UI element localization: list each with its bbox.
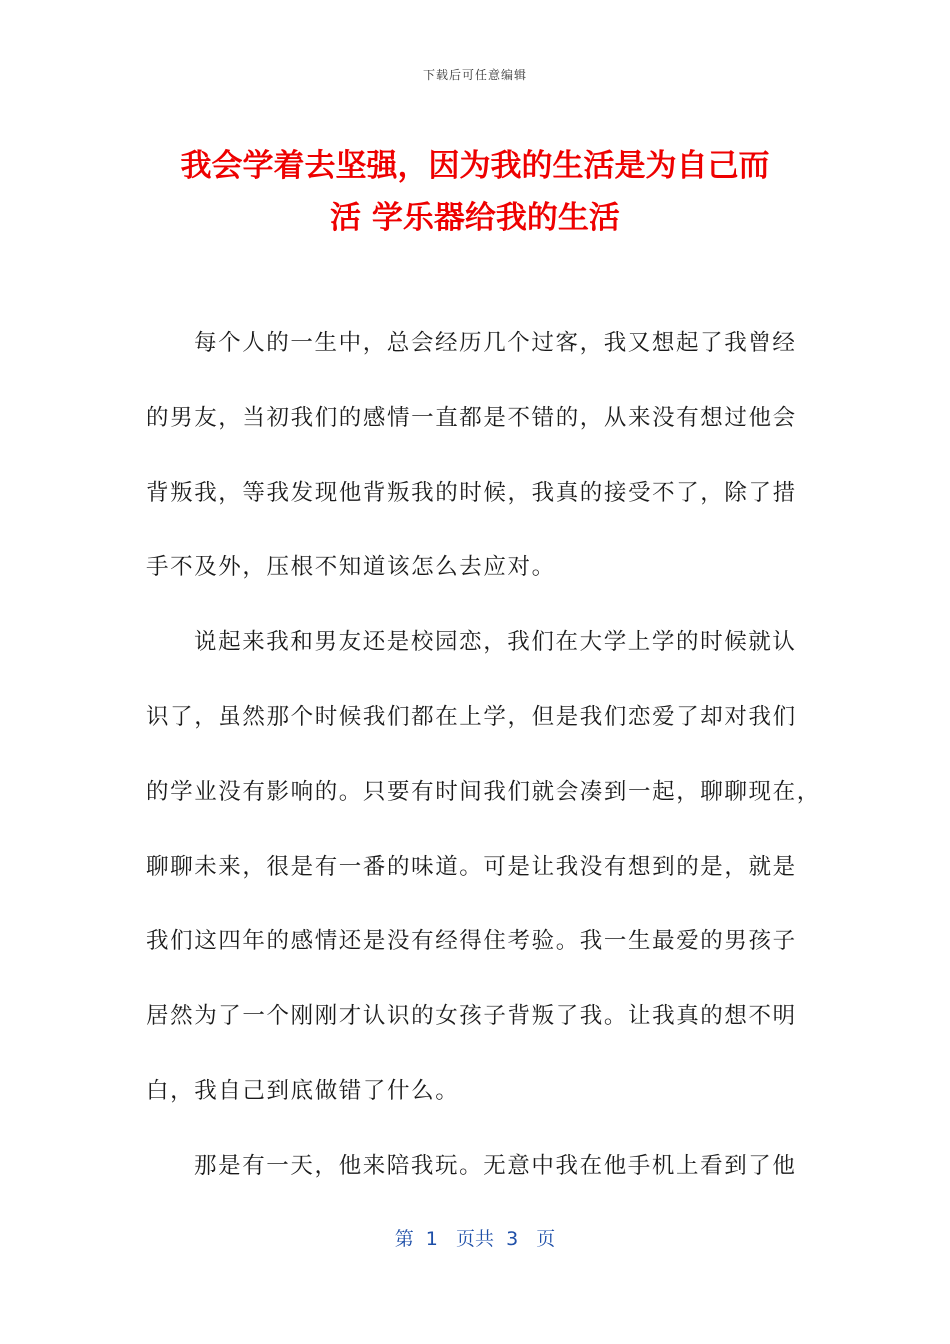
paragraph-2-line-7: 白，我自己到底做错了什么。 xyxy=(146,1077,460,1104)
paragraph-2-line-2: 识了，虽然那个时候我们都在上学，但是我们恋爱了却对我们 xyxy=(146,703,797,730)
paragraph-1-line-4: 手不及外，压根不知道该怎么去应对。 xyxy=(146,554,556,581)
paragraph-2-line-4: 聊聊未来，很是有一番的味道。可是让我没有想到的是，就是 xyxy=(146,853,797,880)
header-note: 下载后可任意编辑 xyxy=(422,68,527,82)
document-title xyxy=(140,140,810,244)
title-line-1: 我会学着去坚强，因为我的生活是为自己而 xyxy=(180,148,770,184)
document-body xyxy=(146,306,821,1204)
paragraph-2-line-3: 的学业没有影响的。只要有时间我们就会凑到一起，聊聊现在， xyxy=(146,778,821,805)
paragraph-2-line-5: 我们这四年的感情还是没有经得住考验。我一生最爱的男孩子 xyxy=(146,928,797,955)
paragraph-3-line-1: 那是有一天，他来陪我玩。无意中我在他手机上看到了他 xyxy=(194,1152,797,1179)
paragraph-1-line-3: 背叛我，等我发现他背叛我的时候，我真的接受不了，除了措 xyxy=(146,479,797,506)
page-number-footer: 第 1 页共 3 页 xyxy=(394,1228,556,1250)
paragraph-1-line-2: 的男友，当初我们的感情一直都是不错的，从来没有想过他会 xyxy=(146,404,797,431)
paragraph-2-line-1: 说起来我和男友还是校园恋，我们在大学上学的时候就认 xyxy=(194,629,797,656)
paragraph-1-line-1: 每个人的一生中，总会经历几个过客，我又想起了我曾经 xyxy=(194,330,797,356)
paragraph-2-line-6: 居然为了一个刚刚才认识的女孩子背叛了我。让我真的想不明 xyxy=(146,1003,797,1030)
title-line-2: 活 学乐器给我的生活 xyxy=(330,200,620,236)
